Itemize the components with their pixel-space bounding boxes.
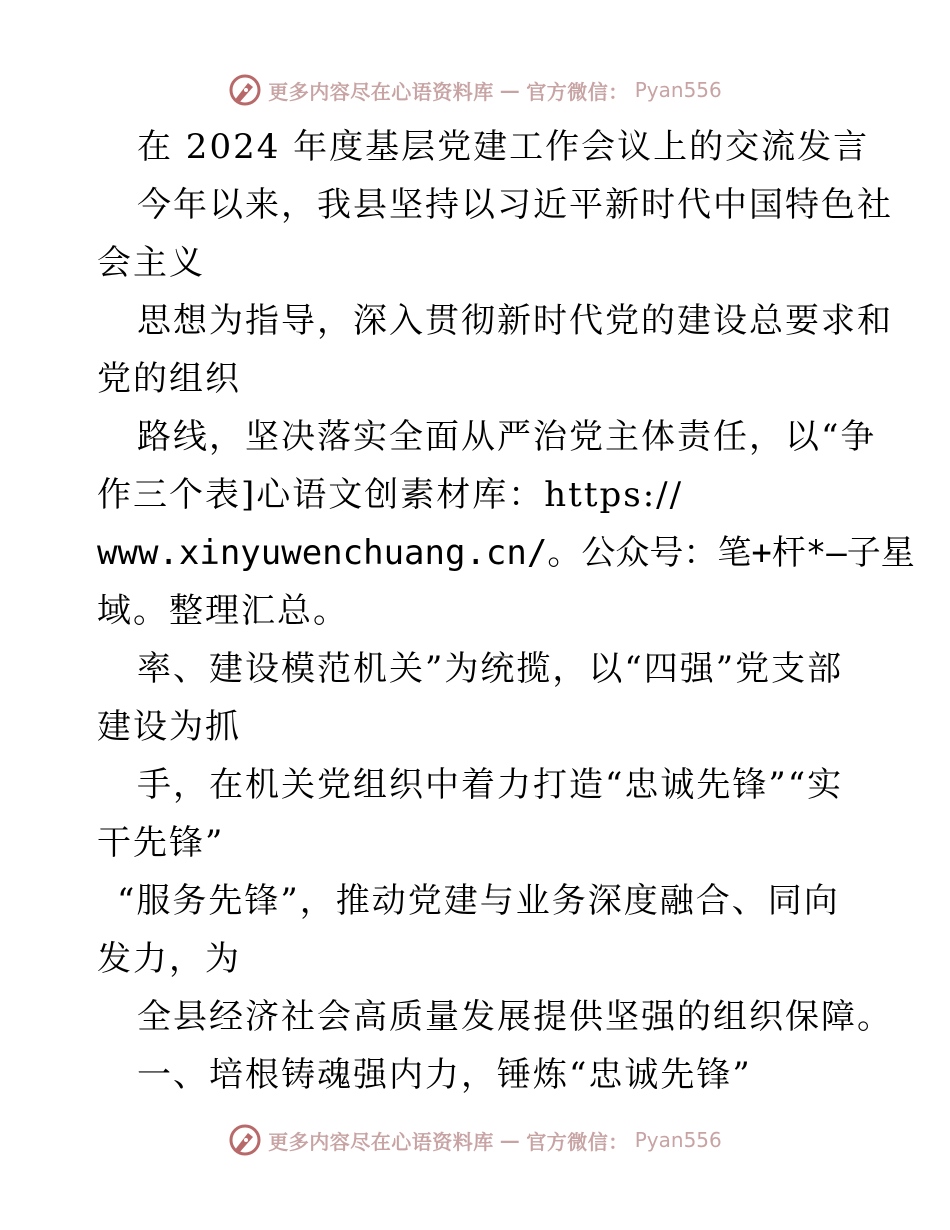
text-line: 党的组织 xyxy=(97,359,241,399)
pen-nib-circle-icon xyxy=(228,73,262,107)
text-line: 域。整理汇总。 xyxy=(97,591,349,631)
text-line: 建设为抓 xyxy=(97,707,241,747)
header-watermark xyxy=(0,70,950,110)
watermark-text: 更多内容尽在心语资料库 xyxy=(268,79,494,104)
text-line: 作三个表]心语文创素材库：https:// xyxy=(97,475,684,515)
text-line: 会主义 xyxy=(97,243,205,283)
text-line: 全县经济社会高质量发展提供坚强的组织保障。 xyxy=(137,997,893,1037)
text-line: 干先锋” xyxy=(97,823,225,863)
watermark-wechat-label: 官方微信： xyxy=(526,79,629,104)
watermark-dash: — xyxy=(499,1128,521,1152)
text-line: 率、建设模范机关”为统揽，以“四强”党支部 xyxy=(137,649,844,689)
watermark-wechat-label: 官方微信： xyxy=(526,1129,629,1154)
document-title: 在 2024 年度基层党建工作会议上的交流发言 xyxy=(137,127,870,167)
document-body xyxy=(97,118,915,1104)
watermark-dash: — xyxy=(499,78,521,102)
text-line: 路线，坚决落实全面从严治党主体责任，以“争 xyxy=(137,417,877,457)
text-line: “服务先锋”，推动党建与业务深度融合、同向 xyxy=(117,881,840,921)
watermark-wechat-id: Pyan556 xyxy=(634,78,722,102)
text-line: 发力，为 xyxy=(97,939,241,979)
footer-watermark xyxy=(0,1120,950,1160)
text-line-url: www.xinyuwenchuang.cn/。公众号：笔+杆*—子星 xyxy=(97,533,915,573)
watermark-wechat-id: Pyan556 xyxy=(634,1128,722,1152)
pen-nib-circle-icon xyxy=(228,1123,262,1157)
section-heading: 一、培根铸魂强内力，锤炼“忠诚先锋” xyxy=(137,1055,752,1095)
text-line: 思想为指导，深入贯彻新时代党的建设总要求和 xyxy=(137,301,893,341)
watermark-text: 更多内容尽在心语资料库 xyxy=(268,1129,494,1154)
text-line: 手，在机关党组织中着力打造“忠诚先锋”“实 xyxy=(137,765,844,805)
text-line: 今年以来，我县坚持以习近平新时代中国特色社 xyxy=(137,185,893,225)
